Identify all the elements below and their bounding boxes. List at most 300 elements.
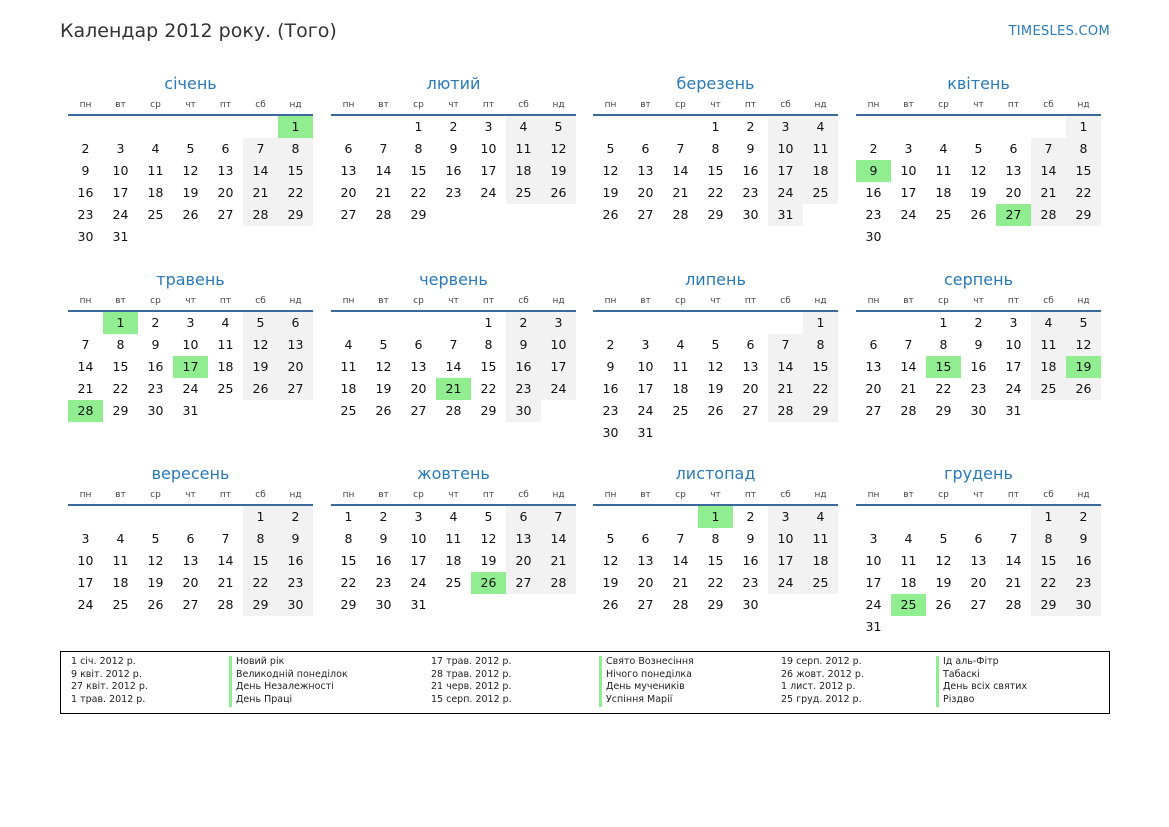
site-link[interactable]: TIMESLES.COM: [1008, 24, 1110, 39]
holiday-name: День Праці: [229, 694, 348, 707]
holiday-name: День Незалежності: [229, 681, 348, 694]
day-cell: 14: [768, 356, 803, 378]
holiday-day: 25: [891, 594, 926, 616]
day-cell: 6: [221, 141, 230, 156]
day-cell: 9: [974, 337, 983, 352]
day-cell: 26: [935, 597, 952, 612]
empty-cell: [68, 116, 103, 138]
day-cell: 26: [602, 207, 619, 222]
day-cell: 18: [935, 185, 952, 200]
month-11: [593, 463, 838, 616]
weekday-label: нд: [1077, 296, 1090, 306]
month-5: [68, 269, 313, 422]
holiday-day: 1: [103, 312, 138, 334]
weekday-label: нд: [552, 100, 565, 110]
day-cell: 27: [865, 403, 882, 418]
empty-cell: [996, 506, 1031, 528]
day-cell: 22: [278, 182, 313, 204]
day-cell: 25: [147, 207, 164, 222]
weekday-label: ср: [938, 490, 949, 500]
day-cell: 22: [112, 381, 129, 396]
day-cell: 25: [506, 182, 541, 204]
day-cell: 17: [480, 163, 497, 178]
day-cell: 11: [803, 528, 838, 550]
day-cell: 20: [1005, 185, 1022, 200]
day-cell: 13: [865, 359, 882, 374]
day-cell: 21: [77, 381, 94, 396]
day-cell: 26: [375, 403, 392, 418]
day-cell: 31: [1005, 403, 1022, 418]
day-cell: 30: [278, 594, 313, 616]
day-cell: 4: [803, 506, 838, 528]
day-cell: 10: [480, 141, 497, 156]
empty-cell: [768, 312, 803, 334]
day-cell: 20: [340, 185, 357, 200]
holiday-date: 15 серп. 2012 р.: [431, 694, 512, 706]
day-cell: 11: [935, 163, 952, 178]
day-cell: 14: [375, 163, 392, 178]
day-cell: 3: [768, 116, 803, 138]
day-cell: 27: [637, 207, 654, 222]
empty-cell: [366, 116, 401, 138]
month-2: [331, 73, 576, 226]
day-cell: 28: [768, 400, 803, 422]
day-cell: 15: [707, 553, 724, 568]
day-cell: 26: [182, 207, 199, 222]
weekday-header: [856, 293, 1101, 312]
day-cell: 23: [970, 381, 987, 396]
day-cell: 19: [243, 356, 278, 378]
day-cell: 17: [1005, 359, 1022, 374]
day-cell: 14: [217, 553, 234, 568]
day-cell: 12: [243, 334, 278, 356]
day-cell: 30: [742, 597, 759, 612]
holiday-date: 25 груд. 2012 р.: [781, 694, 862, 706]
day-cell: 5: [484, 509, 493, 524]
day-cell: 5: [243, 312, 278, 334]
day-cell: 1: [803, 312, 838, 334]
day-cell: 2: [379, 509, 388, 524]
day-cell: 17: [77, 575, 94, 590]
day-cell: 16: [865, 185, 882, 200]
weekday-header: [68, 487, 313, 506]
month-name: вересень: [151, 464, 230, 483]
month-12: [856, 463, 1101, 638]
day-cell: 20: [217, 185, 234, 200]
day-cell: 17: [865, 575, 882, 590]
day-cell: 11: [803, 138, 838, 160]
holiday-name: Свято Вознесіння: [599, 656, 694, 669]
day-cell: 5: [711, 337, 720, 352]
weekday-label: ср: [938, 100, 949, 110]
day-cell: 28: [672, 207, 689, 222]
weekday-label: вт: [378, 490, 389, 500]
day-cell: 28: [217, 597, 234, 612]
weekday-label: вт: [640, 490, 651, 500]
day-cell: 7: [768, 334, 803, 356]
day-cell: 15: [340, 553, 357, 568]
weekday-label: сб: [255, 100, 266, 110]
day-cell: 5: [606, 141, 615, 156]
day-cell: 27: [278, 378, 313, 400]
day-cell: 27: [637, 597, 654, 612]
day-cell: 13: [1005, 163, 1022, 178]
day-cell: 3: [768, 506, 803, 528]
weekday-label: чт: [448, 100, 459, 110]
weekday-header: [593, 97, 838, 116]
day-cell: 5: [186, 141, 195, 156]
day-cell: 5: [379, 337, 388, 352]
day-cell: 20: [278, 356, 313, 378]
day-cell: 8: [939, 337, 948, 352]
day-cell: 6: [641, 141, 650, 156]
empty-cell: [856, 506, 891, 528]
day-grid: [593, 312, 838, 444]
day-cell: 7: [81, 337, 90, 352]
weekday-label: вт: [640, 100, 651, 110]
day-cell: 25: [217, 381, 234, 396]
day-cell: 3: [641, 337, 650, 352]
empty-cell: [926, 506, 961, 528]
holiday-day: 15: [926, 356, 961, 378]
holiday-name: Ід аль-Фітр: [936, 656, 1027, 669]
weekday-label: чт: [710, 100, 721, 110]
day-cell: 30: [147, 403, 164, 418]
empty-cell: [891, 312, 926, 334]
weekday-label: ср: [413, 100, 424, 110]
weekday-label: чт: [973, 296, 984, 306]
day-cell: 29: [935, 403, 952, 418]
day-cell: 23: [147, 381, 164, 396]
day-cell: 30: [375, 597, 392, 612]
weekday-label: вт: [903, 296, 914, 306]
day-cell: 9: [151, 337, 160, 352]
empty-cell: [138, 506, 173, 528]
day-cell: 15: [278, 160, 313, 182]
day-cell: 20: [742, 381, 759, 396]
weekday-label: пн: [867, 296, 880, 306]
day-cell: 14: [1005, 553, 1022, 568]
empty-cell: [103, 116, 138, 138]
day-cell: 21: [900, 381, 917, 396]
day-cell: 30: [602, 425, 619, 440]
holiday-date-column: [71, 656, 148, 707]
day-cell: 1: [1031, 506, 1066, 528]
day-cell: 25: [340, 403, 357, 418]
day-cell: 27: [217, 207, 234, 222]
day-cell: 22: [1066, 182, 1101, 204]
day-cell: 25: [112, 597, 129, 612]
day-cell: 29: [243, 594, 278, 616]
holiday-name: Великодній понеділок: [229, 669, 348, 682]
day-cell: 24: [112, 207, 129, 222]
weekday-header: [856, 487, 1101, 506]
day-cell: 17: [768, 550, 803, 572]
day-cell: 26: [707, 403, 724, 418]
empty-cell: [173, 116, 208, 138]
day-cell: 29: [278, 204, 313, 226]
day-cell: 6: [746, 337, 755, 352]
day-cell: 28: [1005, 597, 1022, 612]
day-cell: 26: [243, 378, 278, 400]
day-cell: 13: [340, 163, 357, 178]
day-cell: 11: [672, 359, 689, 374]
month-name: травень: [156, 270, 225, 289]
day-cell: 4: [1031, 312, 1066, 334]
empty-cell: [733, 312, 768, 334]
day-cell: 19: [970, 185, 987, 200]
day-cell: 9: [379, 531, 388, 546]
weekday-label: чт: [448, 296, 459, 306]
day-cell: 23: [506, 378, 541, 400]
day-cell: 9: [449, 141, 458, 156]
day-grid: [856, 116, 1101, 248]
day-cell: 12: [541, 138, 576, 160]
day-cell: 25: [803, 182, 838, 204]
day-cell: 24: [410, 575, 427, 590]
weekday-header: [593, 487, 838, 506]
weekday-label: чт: [973, 490, 984, 500]
day-cell: 1: [243, 506, 278, 528]
day-cell: 1: [414, 119, 423, 134]
weekday-label: вт: [378, 100, 389, 110]
day-cell: 13: [506, 528, 541, 550]
weekday-label: пн: [79, 100, 92, 110]
month-name: жовтень: [417, 464, 490, 483]
day-cell: 14: [1031, 160, 1066, 182]
day-cell: 31: [410, 597, 427, 612]
day-cell: 11: [506, 138, 541, 160]
day-cell: 3: [116, 141, 125, 156]
day-cell: 9: [506, 334, 541, 356]
day-cell: 11: [147, 163, 164, 178]
weekday-label: чт: [973, 100, 984, 110]
day-cell: 2: [974, 315, 983, 330]
day-cell: 30: [865, 229, 882, 244]
day-cell: 21: [243, 182, 278, 204]
weekday-label: вт: [378, 296, 389, 306]
day-cell: 22: [340, 575, 357, 590]
day-cell: 3: [1009, 315, 1018, 330]
day-cell: 6: [186, 531, 195, 546]
month-name: червень: [419, 270, 488, 289]
day-cell: 4: [904, 531, 913, 546]
weekday-label: вт: [903, 490, 914, 500]
day-cell: 16: [506, 356, 541, 378]
empty-cell: [663, 116, 698, 138]
weekday-label: пт: [219, 296, 232, 306]
weekday-label: сб: [1043, 100, 1054, 110]
empty-cell: [891, 506, 926, 528]
weekday-label: пн: [604, 296, 617, 306]
weekday-label: сб: [780, 296, 791, 306]
weekday-label: сб: [255, 490, 266, 500]
weekday-header: [856, 97, 1101, 116]
day-cell: 28: [541, 572, 576, 594]
day-cell: 25: [803, 572, 838, 594]
day-cell: 18: [217, 359, 234, 374]
month-8: [856, 269, 1101, 422]
day-cell: 20: [182, 575, 199, 590]
holiday-name: Новий рік: [229, 656, 348, 669]
holiday-day: 26: [471, 572, 506, 594]
day-cell: 29: [1031, 594, 1066, 616]
day-cell: 9: [746, 531, 755, 546]
day-cell: 18: [803, 160, 838, 182]
weekday-label: ср: [675, 296, 686, 306]
day-cell: 28: [1031, 204, 1066, 226]
day-cell: 29: [707, 597, 724, 612]
day-cell: 20: [970, 575, 987, 590]
day-cell: 15: [243, 550, 278, 572]
holiday-name: День всіх святих: [936, 681, 1027, 694]
month-10: [331, 463, 576, 616]
weekday-label: сб: [1043, 296, 1054, 306]
empty-cell: [208, 506, 243, 528]
day-cell: 8: [1066, 138, 1101, 160]
weekday-label: ср: [413, 490, 424, 500]
day-cell: 2: [746, 509, 755, 524]
day-cell: 17: [900, 185, 917, 200]
holiday-date: 26 жовт. 2012 р.: [781, 668, 864, 680]
day-cell: 6: [974, 531, 983, 546]
day-cell: 10: [768, 138, 803, 160]
day-grid: [856, 312, 1101, 422]
weekday-label: нд: [814, 490, 827, 500]
weekday-label: пн: [867, 490, 880, 500]
day-cell: 10: [865, 553, 882, 568]
day-cell: 15: [112, 359, 129, 374]
day-cell: 16: [742, 553, 759, 568]
weekday-label: сб: [518, 296, 529, 306]
day-cell: 8: [711, 141, 720, 156]
holiday-legend: [60, 651, 1110, 714]
holiday-date-column: [781, 656, 864, 707]
day-cell: 10: [410, 531, 427, 546]
day-cell: 25: [1031, 378, 1066, 400]
day-cell: 23: [742, 185, 759, 200]
day-cell: 5: [1066, 312, 1101, 334]
month-1: [68, 73, 313, 248]
empty-cell: [138, 116, 173, 138]
weekday-header: [331, 97, 576, 116]
month-name: січень: [164, 74, 217, 93]
month-name: серпень: [944, 270, 1013, 289]
day-cell: 4: [116, 531, 125, 546]
day-cell: 13: [970, 553, 987, 568]
holiday-name-column: [599, 656, 694, 707]
day-grid: [593, 506, 838, 616]
day-cell: 28: [672, 597, 689, 612]
day-cell: 16: [77, 185, 94, 200]
day-cell: 10: [637, 359, 654, 374]
day-cell: 18: [1031, 356, 1066, 378]
holiday-date: 1 січ. 2012 р.: [71, 656, 136, 667]
weekday-label: пт: [1007, 100, 1020, 110]
day-cell: 7: [1031, 138, 1066, 160]
day-cell: 13: [217, 163, 234, 178]
day-cell: 19: [147, 575, 164, 590]
day-cell: 31: [768, 204, 803, 226]
day-cell: 6: [869, 337, 878, 352]
day-cell: 27: [506, 572, 541, 594]
day-cell: 19: [541, 160, 576, 182]
day-cell: 22: [935, 381, 952, 396]
day-cell: 24: [1005, 381, 1022, 396]
day-cell: 8: [803, 334, 838, 356]
day-cell: 13: [637, 163, 654, 178]
holiday-date: 1 трав. 2012 р.: [71, 694, 146, 706]
weekday-label: пн: [604, 490, 617, 500]
day-cell: 1: [344, 509, 353, 524]
weekday-label: пт: [744, 296, 757, 306]
holiday-date: 21 черв. 2012 р.: [431, 681, 512, 693]
empty-cell: [208, 116, 243, 138]
day-cell: 3: [869, 531, 878, 546]
day-cell: 9: [606, 359, 615, 374]
day-cell: 29: [340, 597, 357, 612]
day-cell: 6: [414, 337, 423, 352]
day-cell: 7: [904, 337, 913, 352]
empty-cell: [68, 312, 103, 334]
weekday-label: пт: [482, 296, 495, 306]
day-cell: 9: [1066, 528, 1101, 550]
day-cell: 16: [1066, 550, 1101, 572]
day-cell: 29: [112, 403, 129, 418]
weekday-label: нд: [289, 296, 302, 306]
day-cell: 21: [541, 550, 576, 572]
empty-cell: [593, 506, 628, 528]
day-cell: 12: [1066, 334, 1101, 356]
weekday-label: пт: [744, 100, 757, 110]
weekday-label: пн: [342, 296, 355, 306]
month-name: липень: [685, 270, 746, 289]
empty-cell: [628, 312, 663, 334]
day-cell: 17: [112, 185, 129, 200]
day-cell: 15: [1031, 550, 1066, 572]
empty-cell: [68, 506, 103, 528]
empty-cell: [173, 506, 208, 528]
empty-cell: [331, 312, 366, 334]
day-cell: 21: [217, 575, 234, 590]
page-title: Календар 2012 року. (Того): [60, 20, 337, 42]
month-name: березень: [676, 74, 755, 93]
day-cell: 27: [182, 597, 199, 612]
weekday-label: нд: [552, 296, 565, 306]
day-cell: 29: [803, 400, 838, 422]
day-cell: 12: [147, 553, 164, 568]
day-cell: 2: [506, 312, 541, 334]
day-cell: 27: [970, 597, 987, 612]
day-cell: 21: [672, 575, 689, 590]
day-cell: 7: [379, 141, 388, 156]
weekday-label: чт: [185, 490, 196, 500]
weekday-label: чт: [185, 100, 196, 110]
weekday-label: сб: [518, 100, 529, 110]
holiday-date: 17 трав. 2012 р.: [431, 656, 512, 667]
day-cell: 29: [410, 207, 427, 222]
day-cell: 4: [506, 116, 541, 138]
day-cell: 3: [186, 315, 195, 330]
empty-cell: [628, 116, 663, 138]
weekday-label: ср: [675, 490, 686, 500]
empty-cell: [698, 312, 733, 334]
day-cell: 26: [970, 207, 987, 222]
day-cell: 23: [742, 575, 759, 590]
day-cell: 15: [410, 163, 427, 178]
day-cell: 28: [243, 204, 278, 226]
day-cell: 15: [803, 356, 838, 378]
